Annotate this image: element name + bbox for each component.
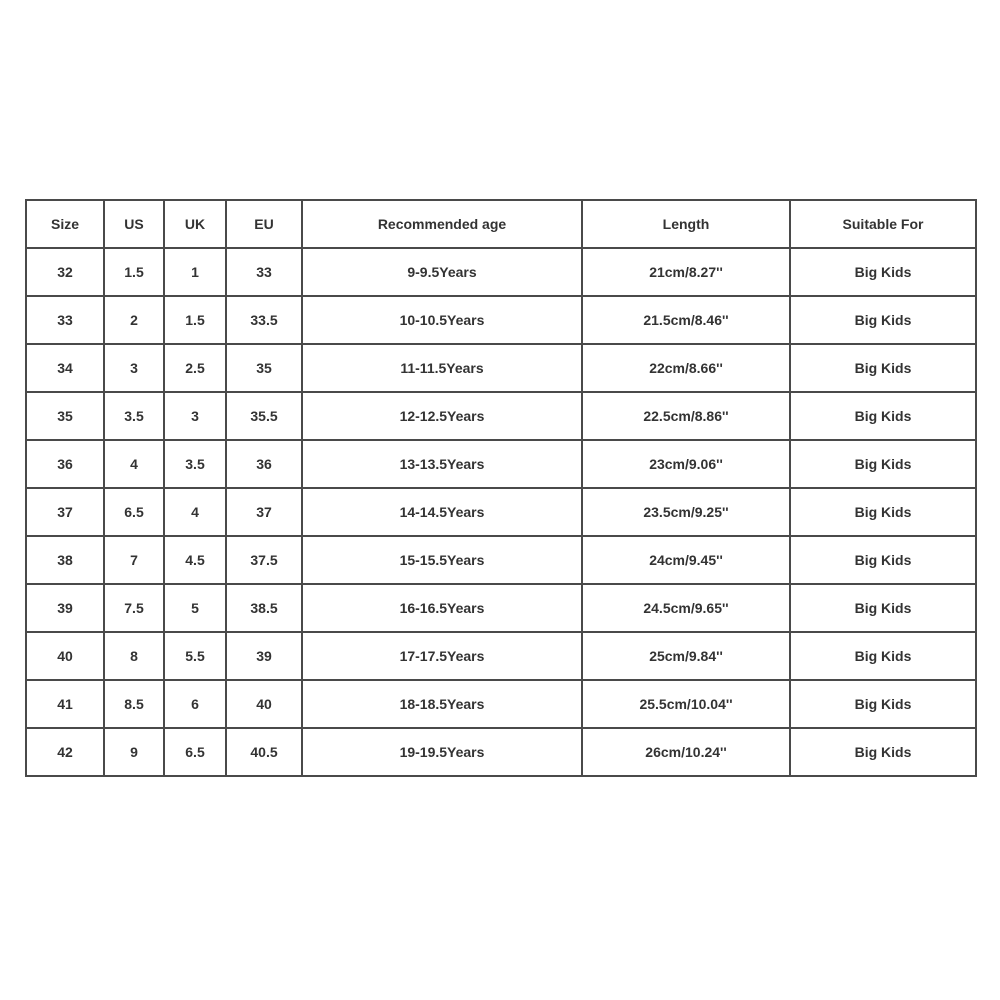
header-length: Length bbox=[582, 200, 790, 248]
cell-recommended-age: 14-14.5Years bbox=[302, 488, 582, 536]
table-row bbox=[26, 248, 976, 296]
table-row bbox=[26, 488, 976, 536]
cell-suitable-for: Big Kids bbox=[790, 248, 976, 296]
cell-recommended-age: 12-12.5Years bbox=[302, 392, 582, 440]
cell-uk: 5 bbox=[164, 584, 226, 632]
cell-suitable-for: Big Kids bbox=[790, 536, 976, 584]
cell-recommended-age: 13-13.5Years bbox=[302, 440, 582, 488]
cell-us: 7 bbox=[104, 536, 164, 584]
cell-eu: 35.5 bbox=[226, 392, 302, 440]
cell-length: 23cm/9.06'' bbox=[582, 440, 790, 488]
cell-length: 22.5cm/8.86'' bbox=[582, 392, 790, 440]
cell-suitable-for: Big Kids bbox=[790, 392, 976, 440]
cell-eu: 37.5 bbox=[226, 536, 302, 584]
cell-us: 6.5 bbox=[104, 488, 164, 536]
cell-size: 33 bbox=[26, 296, 104, 344]
cell-uk: 4.5 bbox=[164, 536, 226, 584]
table-row bbox=[26, 632, 976, 680]
cell-suitable-for: Big Kids bbox=[790, 488, 976, 536]
table-row bbox=[26, 392, 976, 440]
cell-size: 36 bbox=[26, 440, 104, 488]
cell-eu: 39 bbox=[226, 632, 302, 680]
table-header-row bbox=[26, 200, 976, 248]
cell-size: 38 bbox=[26, 536, 104, 584]
cell-length: 26cm/10.24'' bbox=[582, 728, 790, 776]
header-us: US bbox=[104, 200, 164, 248]
cell-recommended-age: 17-17.5Years bbox=[302, 632, 582, 680]
cell-suitable-for: Big Kids bbox=[790, 728, 976, 776]
cell-us: 1.5 bbox=[104, 248, 164, 296]
cell-us: 7.5 bbox=[104, 584, 164, 632]
table-row bbox=[26, 728, 976, 776]
cell-recommended-age: 19-19.5Years bbox=[302, 728, 582, 776]
cell-size: 34 bbox=[26, 344, 104, 392]
cell-uk: 2.5 bbox=[164, 344, 226, 392]
cell-size: 42 bbox=[26, 728, 104, 776]
header-eu: EU bbox=[226, 200, 302, 248]
cell-uk: 5.5 bbox=[164, 632, 226, 680]
cell-uk: 6.5 bbox=[164, 728, 226, 776]
header-size: Size bbox=[26, 200, 104, 248]
cell-us: 8.5 bbox=[104, 680, 164, 728]
cell-eu: 33 bbox=[226, 248, 302, 296]
cell-eu: 36 bbox=[226, 440, 302, 488]
cell-length: 24cm/9.45'' bbox=[582, 536, 790, 584]
table-row bbox=[26, 680, 976, 728]
cell-eu: 40.5 bbox=[226, 728, 302, 776]
cell-length: 21cm/8.27'' bbox=[582, 248, 790, 296]
cell-size: 39 bbox=[26, 584, 104, 632]
table-row bbox=[26, 440, 976, 488]
cell-us: 9 bbox=[104, 728, 164, 776]
cell-suitable-for: Big Kids bbox=[790, 632, 976, 680]
cell-us: 4 bbox=[104, 440, 164, 488]
table-body bbox=[26, 248, 976, 776]
header-uk: UK bbox=[164, 200, 226, 248]
cell-suitable-for: Big Kids bbox=[790, 344, 976, 392]
cell-size: 37 bbox=[26, 488, 104, 536]
table-row bbox=[26, 536, 976, 584]
table-row bbox=[26, 584, 976, 632]
cell-uk: 4 bbox=[164, 488, 226, 536]
cell-eu: 35 bbox=[226, 344, 302, 392]
cell-eu: 33.5 bbox=[226, 296, 302, 344]
cell-eu: 37 bbox=[226, 488, 302, 536]
cell-length: 22cm/8.66'' bbox=[582, 344, 790, 392]
table-row bbox=[26, 296, 976, 344]
table-row bbox=[26, 344, 976, 392]
cell-suitable-for: Big Kids bbox=[790, 440, 976, 488]
cell-recommended-age: 16-16.5Years bbox=[302, 584, 582, 632]
cell-size: 41 bbox=[26, 680, 104, 728]
cell-uk: 3.5 bbox=[164, 440, 226, 488]
size-chart-table bbox=[25, 199, 977, 777]
cell-us: 8 bbox=[104, 632, 164, 680]
cell-eu: 40 bbox=[226, 680, 302, 728]
cell-us: 3.5 bbox=[104, 392, 164, 440]
cell-length: 24.5cm/9.65'' bbox=[582, 584, 790, 632]
cell-us: 2 bbox=[104, 296, 164, 344]
cell-size: 32 bbox=[26, 248, 104, 296]
cell-uk: 1 bbox=[164, 248, 226, 296]
header-suitable-for: Suitable For bbox=[790, 200, 976, 248]
cell-length: 21.5cm/8.46'' bbox=[582, 296, 790, 344]
cell-suitable-for: Big Kids bbox=[790, 296, 976, 344]
cell-recommended-age: 15-15.5Years bbox=[302, 536, 582, 584]
header-recommended-age: Recommended age bbox=[302, 200, 582, 248]
cell-recommended-age: 11-11.5Years bbox=[302, 344, 582, 392]
cell-length: 25.5cm/10.04'' bbox=[582, 680, 790, 728]
cell-suitable-for: Big Kids bbox=[790, 584, 976, 632]
cell-length: 23.5cm/9.25'' bbox=[582, 488, 790, 536]
cell-size: 35 bbox=[26, 392, 104, 440]
cell-us: 3 bbox=[104, 344, 164, 392]
cell-uk: 6 bbox=[164, 680, 226, 728]
cell-recommended-age: 10-10.5Years bbox=[302, 296, 582, 344]
cell-recommended-age: 9-9.5Years bbox=[302, 248, 582, 296]
cell-uk: 1.5 bbox=[164, 296, 226, 344]
cell-size: 40 bbox=[26, 632, 104, 680]
cell-suitable-for: Big Kids bbox=[790, 680, 976, 728]
cell-uk: 3 bbox=[164, 392, 226, 440]
cell-eu: 38.5 bbox=[226, 584, 302, 632]
cell-recommended-age: 18-18.5Years bbox=[302, 680, 582, 728]
cell-length: 25cm/9.84'' bbox=[582, 632, 790, 680]
